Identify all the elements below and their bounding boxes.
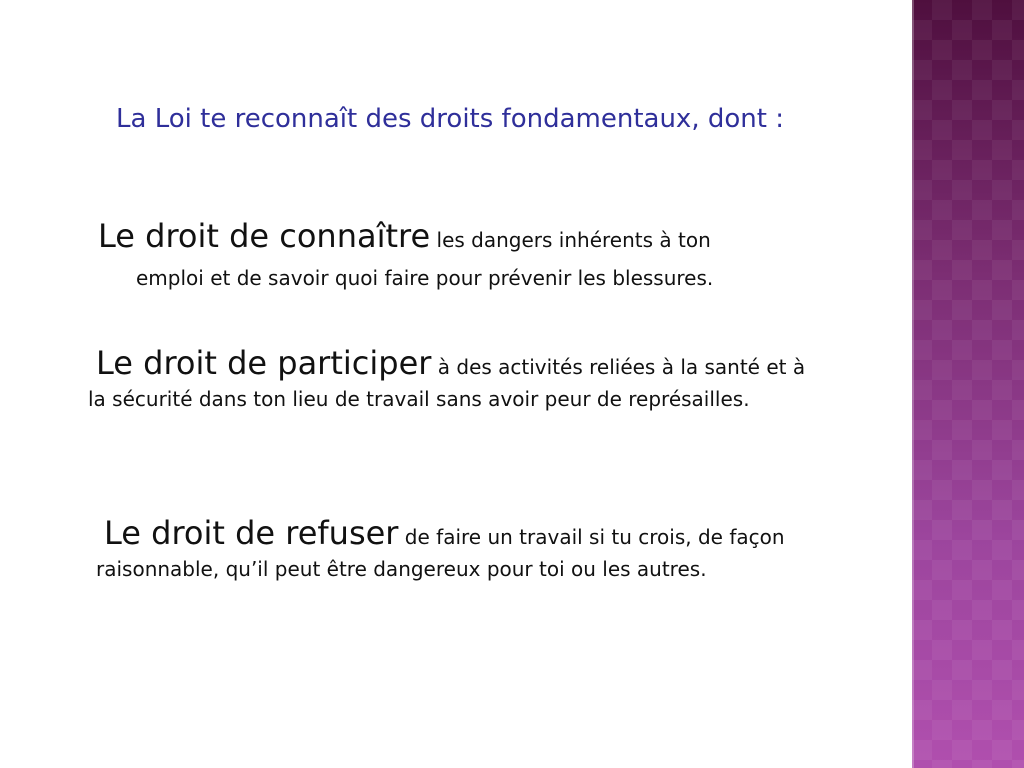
right-to-refuse-lead: Le droit de refuser [104, 514, 399, 552]
right-to-refuse-text: de faire un travail si tu crois, de façon raisonnable, qu’il peut être dangereux pour toi ou les autres. [96, 525, 785, 581]
right-to-know-text-part1: les dangers inhérents à ton [430, 228, 711, 252]
right-to-know [98, 217, 838, 294]
right-to-participate-text: à des activités reliées à la santé et à la sécurité dans ton lieu de travail sans avoir peur de représailles. [88, 355, 806, 411]
right-to-know-lead: Le droit de connaître [98, 217, 431, 255]
decorative-side-band [912, 0, 1024, 768]
intro-heading: La Loi te reconnaît des droits fondamentaux, dont : [116, 104, 784, 134]
right-to-know-text-part2: emploi et de savoir quoi faire pour prévenir les blessures. [136, 266, 714, 290]
right-to-refuse [96, 514, 826, 585]
right-to-participate [88, 344, 828, 415]
right-to-participate-lead: Le droit de participer [96, 344, 432, 382]
